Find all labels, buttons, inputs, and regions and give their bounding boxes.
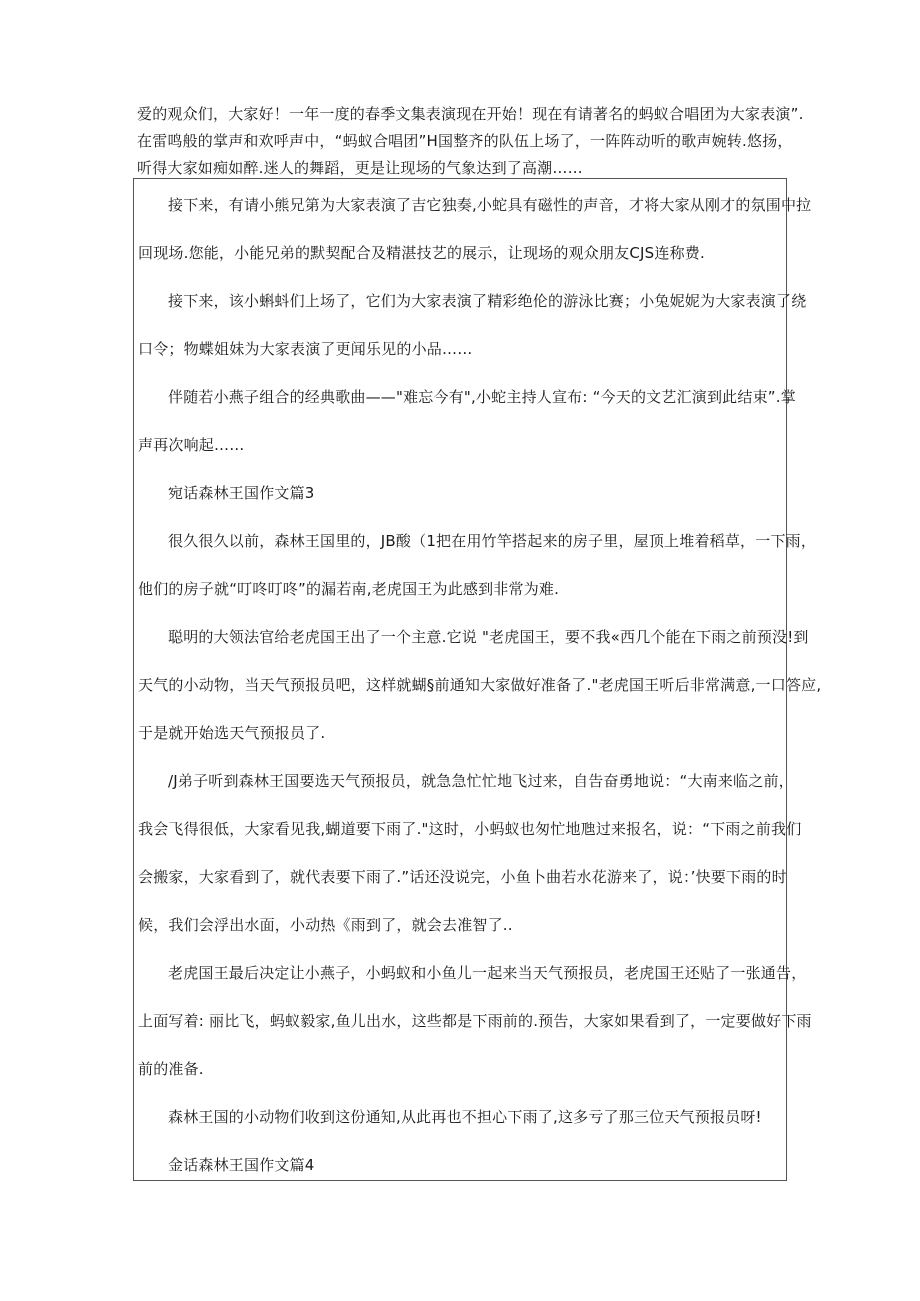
paragraph-tadpole-swim [138,289,807,361]
text-line: 伴随若小燕子组合的经典歌曲——"难忘今有",小蛇主持人宣布: “今天的文艺汇演到此结束”.掌 [168,388,796,406]
text-line: /J弟子听到森林王国要选天气预报员，就急急忙忙地飞过来，自告奋勇地说：“大南来临之前， [168,772,794,790]
heading-4: 金话森林王国作文篇4 [168,1156,315,1174]
text-line: 会搬家，大家看到了，就代表要下雨了.”话还没说完，小鱼卜曲若水花游来了，说：’快要下雨的时 [138,868,787,886]
paragraph-judge-idea [138,625,822,745]
text-line: 接下来，有请小熊兄第为大家表演了吉它独奏,小蛇具有磁性的声音，才将大家从刚才的氛围中拉 [168,196,812,214]
text-line: 口令；物蝶姐妹为大家表演了更闻乐见的小品…… [138,340,473,358]
text-line: 森林王国的小动物们收到这份通知,从此再也不担心下雨了,这多亏了那三位天气预报员呀! [168,1108,762,1126]
paragraph-swallow-song [138,385,796,457]
text-line: 我会飞得很低，大家看见我,蝴道要下雨了."这时，小蚂蚁也匆忙地虺过来报名，说：“下雨之前我们 [138,820,802,838]
text-line: 前的准备. [138,1060,204,1078]
paragraph-conclusion [138,1105,786,1129]
section-heading [138,1153,786,1177]
heading-3: 宛话森林王国作文篇3 [168,484,315,502]
content-body [138,193,822,1177]
text-line: 声再次响起…… [138,436,245,454]
paragraph-volunteers [138,769,802,937]
text-line: 候，我们会浮出水面，小动热《雨到了，就会去准智了.. [138,916,513,934]
text-line: 老虎国王最后决定让小燕子，小蚂蚁和小鱼儿一起来当天气预报员，老虎国王还贴了一张通告， [168,964,807,982]
text-line: 上面写着: 丽比飞，蚂蚁毅家,鱼儿出水，这些都是下雨前的.预告，大家如果看到了，一定要做好下雨 [138,1012,812,1030]
text-line: 天气的小动物，当天气预报员吧，这样就蝴§前通知大家做好准备了."老虎国王听后非常满意,一口答应, [138,676,822,694]
intro-line: 爱的观众们，大家好！一年一度的春季文集表演现在开始！现在有请著名的蚂蚁合唱团为大家表演”. [137,105,804,123]
text-line: 回现场.您能，小能兄弟的默契配合及精湛技艺的展示，让现场的观众朋友CJS连称费. [138,244,705,262]
section-heading [138,481,786,505]
text-line: 于是就开始选天气预报员了. [138,724,326,742]
intro-paragraph [137,101,804,182]
text-line: 聪明的大领法官给老虎国王出了一个主意.它说 "老虎国王，要不我«西几个能在下雨之前预没!到 [168,628,809,646]
paragraph-forest-leak [138,529,817,601]
text-line: 接下来，该小蝌蚪们上场了，它们为大家表演了精彩绝伦的游泳比赛；小兔妮妮为大家表演了绕 [168,292,807,310]
paragraph-decision [138,961,812,1081]
intro-line: 在雷鸣般的掌声和欢呼声中，“蚂蚁合唱团”H国整齐的队伍上场了，一阵阵动听的歌声婉转.悠扬， [137,132,793,150]
text-line: 很久很久以前，森林王国里的，JB酸（1把在用竹竿搭起来的房子里，屋顶上堆着稻草，一下雨， [168,532,817,550]
paragraph-bear-guitar [138,193,812,265]
intro-line: 听得大家如痴如醉.迷人的舞蹈，更是让现场的气象达到了高潮…… [137,159,583,177]
text-line: 他们的房子就“叮咚叮咚”的漏若南,老虎国王为此感到非常为难. [138,580,560,598]
